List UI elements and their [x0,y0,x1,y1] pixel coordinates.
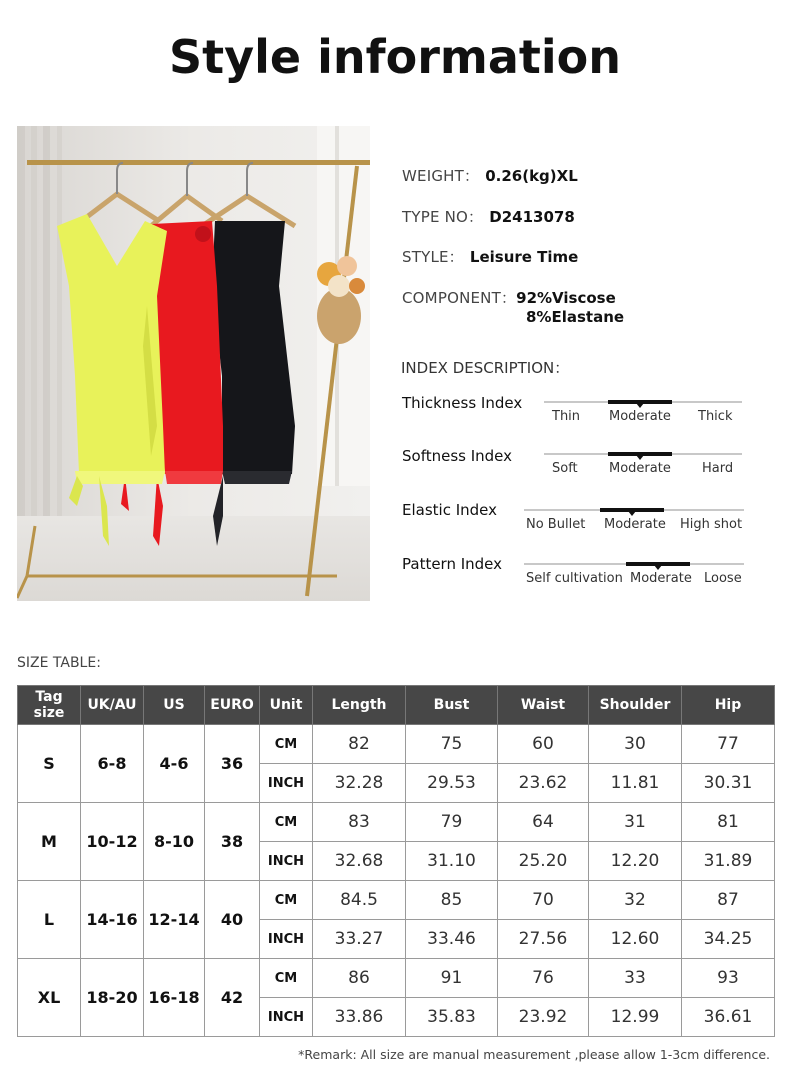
thickness-option-thin: Thin [552,409,581,424]
table-row [18,881,775,920]
component-value-1: 92%Viscose [516,289,616,307]
bust-cell: 29.53 [406,764,498,803]
unit-inch-cell: INCH [260,842,313,881]
shoulder-cell: 12.60 [589,920,682,959]
thickness-index-label: Thickness Index [402,394,523,412]
euro-cell: 42 [205,959,260,1037]
table-row [18,959,775,998]
unit-inch-cell: INCH [260,764,313,803]
component-row [402,287,616,308]
remark-note: *Remark: All size are manual measurement ,please allow 1-3cm difference. [298,1047,770,1062]
bust-cell: 75 [406,725,498,764]
tag-size-cell: XL [18,959,81,1037]
uk-au-cell: 10-12 [81,803,144,881]
length-cell: 33.27 [313,920,406,959]
shoulder-cell: 33 [589,959,682,998]
product-photo [17,126,370,601]
unit-cm-cell: CM [260,959,313,998]
header-uk-au: UK/AU [81,686,144,725]
shoulder-cell: 30 [589,725,682,764]
table-row [18,803,775,842]
shoulder-cell: 12.20 [589,842,682,881]
tag-size-cell: M [18,803,81,881]
shoulder-cell: 32 [589,881,682,920]
component-value-2: 8%Elastane [526,308,625,326]
softness-option-moderate: Moderate [609,461,671,476]
waist-cell: 25.20 [498,842,589,881]
waist-cell: 64 [498,803,589,842]
size-table [17,685,775,1037]
hip-cell: 93 [682,959,775,998]
bust-cell: 33.46 [406,920,498,959]
type-row [402,206,575,227]
unit-inch-cell: INCH [260,920,313,959]
style-label: STYLE： [402,248,464,266]
softness-index-scale [544,453,742,493]
index-description-heading: INDEX DESCRIPTION： [401,359,570,377]
component-label: COMPONENT： [402,289,517,307]
pattern-option-moderate: Moderate [630,571,692,586]
uk-au-cell: 14-16 [81,881,144,959]
elastic-index-scale [524,509,744,549]
tag-size-cell: S [18,725,81,803]
size-table-header-row [18,686,775,725]
bust-cell: 35.83 [406,998,498,1037]
length-cell: 82 [313,725,406,764]
waist-cell: 27.56 [498,920,589,959]
page-title: Style information [169,30,621,84]
pattern-option-self-cultivation: Self cultivation [526,571,623,586]
pattern-option-loose: Loose [704,571,742,586]
shoulder-cell: 11.81 [589,764,682,803]
unit-cm-cell: CM [260,803,313,842]
thickness-index-scale [544,401,742,441]
hip-cell: 30.31 [682,764,775,803]
us-cell: 12-14 [144,881,205,959]
length-cell: 32.28 [313,764,406,803]
length-cell: 32.68 [313,842,406,881]
style-row [402,246,578,267]
unit-cm-cell: CM [260,881,313,920]
shoulder-cell: 31 [589,803,682,842]
waist-cell: 23.62 [498,764,589,803]
unit-inch-cell: INCH [260,998,313,1037]
hip-cell: 87 [682,881,775,920]
euro-cell: 40 [205,881,260,959]
pattern-index-scale [524,563,744,603]
pattern-index-label: Pattern Index [402,555,503,573]
header-us: US [144,686,205,725]
us-cell: 4-6 [144,725,205,803]
header-waist: Waist [498,686,589,725]
euro-cell: 38 [205,803,260,881]
softness-option-hard: Hard [702,461,734,476]
elastic-index-label: Elastic Index [402,501,498,519]
hip-cell: 34.25 [682,920,775,959]
length-cell: 83 [313,803,406,842]
header-unit: Unit [260,686,313,725]
unit-cm-cell: CM [260,725,313,764]
bust-cell: 31.10 [406,842,498,881]
weight-row [402,165,578,186]
bust-cell: 91 [406,959,498,998]
weight-value: 0.26(kg)XL [485,167,578,185]
uk-au-cell: 6-8 [81,725,144,803]
hip-cell: 31.89 [682,842,775,881]
waist-cell: 70 [498,881,589,920]
hip-cell: 77 [682,725,775,764]
size-table-label: SIZE TABLE: [17,655,101,671]
thickness-option-thick: Thick [698,409,733,424]
softness-option-soft: Soft [552,461,578,476]
type-label: TYPE NO： [402,208,484,226]
length-cell: 84.5 [313,881,406,920]
header-hip: Hip [682,686,775,725]
waist-cell: 76 [498,959,589,998]
softness-index-label: Softness Index [402,447,513,465]
type-value: D2413078 [489,208,575,226]
elastic-option-no-bullet: No Bullet [526,517,586,532]
us-cell: 16-18 [144,959,205,1037]
shoulder-cell: 12.99 [589,998,682,1037]
length-cell: 33.86 [313,998,406,1037]
bust-cell: 85 [406,881,498,920]
table-row [18,725,775,764]
us-cell: 8-10 [144,803,205,881]
header-length: Length [313,686,406,725]
weight-label: WEIGHT： [402,167,480,185]
uk-au-cell: 18-20 [81,959,144,1037]
hip-cell: 36.61 [682,998,775,1037]
waist-cell: 60 [498,725,589,764]
header-tag-size: Tag size [18,686,81,725]
euro-cell: 36 [205,725,260,803]
header-shoulder: Shoulder [589,686,682,725]
length-cell: 86 [313,959,406,998]
waist-cell: 23.92 [498,998,589,1037]
header-bust: Bust [406,686,498,725]
hip-cell: 81 [682,803,775,842]
bust-cell: 79 [406,803,498,842]
tag-size-cell: L [18,881,81,959]
elastic-option-moderate: Moderate [604,517,666,532]
thickness-option-moderate: Moderate [609,409,671,424]
elastic-option-high-shot: High shot [680,517,743,532]
style-value: Leisure Time [469,248,579,266]
header-euro: EURO [205,686,260,725]
